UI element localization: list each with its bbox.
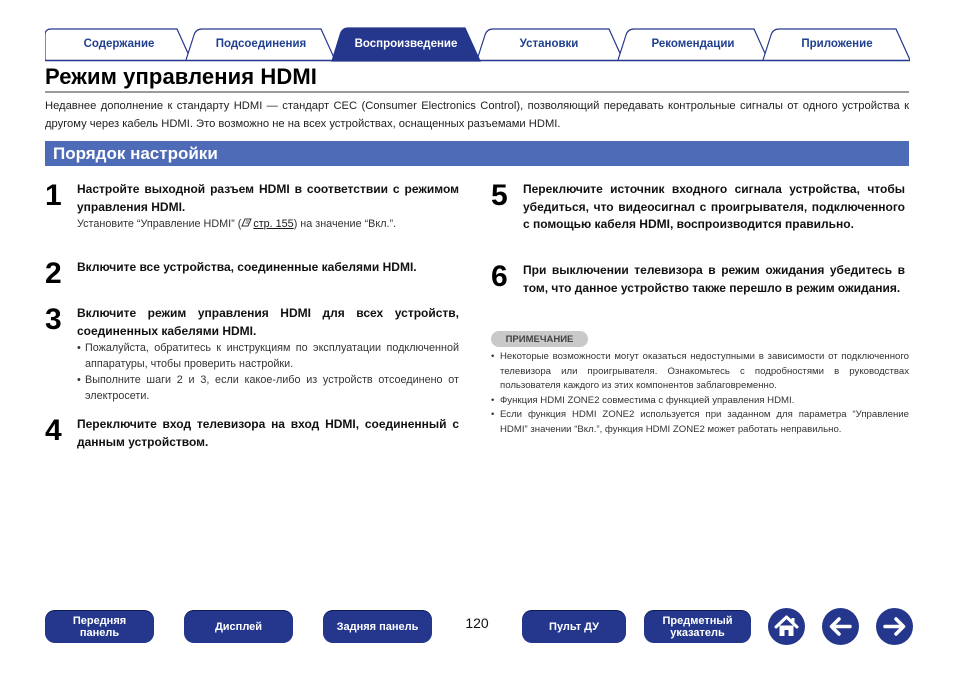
forward-button[interactable] (876, 608, 913, 645)
bullet-dot: • (77, 374, 81, 386)
step-body (77, 181, 459, 232)
step-number: 2 (45, 257, 62, 290)
remote-button[interactable] (522, 610, 626, 643)
bullet-dot: • (491, 394, 495, 406)
home-button[interactable] (768, 608, 805, 645)
page-number: 120 (465, 615, 489, 631)
step-number: 3 (45, 303, 62, 336)
step-detail-suffix: ) на значение “Вкл.”. (293, 218, 397, 230)
display-label: Дисплей (214, 620, 263, 633)
list-item (77, 340, 459, 372)
step-body (523, 181, 905, 234)
back-button[interactable] (822, 608, 859, 645)
tab-tips[interactable]: Рекомендации (651, 38, 735, 50)
page-link[interactable]: стр. 155 (253, 218, 294, 230)
note-badge: ПРИМЕЧАНИЕ (491, 331, 588, 347)
step-instruction: Настройте выходной разъем HDMI в соответствии с режимом управления HDMI. (77, 182, 459, 214)
step-body (77, 259, 459, 277)
front-panel-button[interactable] (45, 610, 154, 643)
note-item (491, 394, 909, 409)
arrow-right-icon (876, 608, 913, 645)
tab-playback[interactable]: Воспроизведение (354, 38, 458, 50)
bullet-dot: • (77, 342, 81, 354)
step-detail-prefix: Установите “Управление HDMI” ( (77, 218, 242, 230)
note-item (491, 350, 909, 394)
tab-connections[interactable]: Подсоединения (215, 38, 307, 50)
tab-appendix[interactable]: Приложение (801, 38, 873, 50)
bullet-text: Выполните шаги 2 и 3, если какое-либо из устройств отсоединено от электросети. (85, 374, 459, 402)
step-number: 4 (45, 414, 62, 447)
note-text: Если функция HDMI ZONE2 используется при заданном для параметра “Управление HDMI” значении “Вкл.”, функция HDMI ZONE2 может работать неправильно. (500, 409, 909, 435)
note-text: Некоторые возможности могут оказаться недоступными в зависимости от подключенного телевизора или проигрывателя. Ознакомьтесь с подробностями в руководствах пользователя каждого из этих компонентов заблаговременно. (500, 351, 909, 392)
bullet-text: Пожалуйста, обратитесь к инструкциям по эксплуатации подключенной аппаратуры, чтобы проверить настройки. (85, 342, 459, 370)
index-button[interactable] (644, 610, 751, 643)
index-label: Предметный указатель (662, 614, 733, 639)
arrow-left-icon (822, 608, 859, 645)
tab-setup[interactable]: Установки (519, 38, 579, 50)
rear-panel-button[interactable] (323, 610, 432, 643)
step-instruction: Переключите источник входного сигнала устройства, чтобы убедиться, что видеосигнал с проигрывателя, подключенного с помощью кабеля HDMI, воспроизводится правильно. (523, 182, 905, 231)
home-icon (768, 608, 805, 645)
note-text: Функция HDMI ZONE2 совместима с функцией управления HDMI. (500, 394, 795, 406)
top-tab-bar (45, 27, 910, 63)
step-instruction: Включите все устройства, соединенные кабелями HDMI. (77, 260, 417, 274)
step-number: 5 (491, 179, 508, 212)
step-instruction: Включите режим управления HDMI для всех устройств, соединенных кабелями HDMI. (77, 306, 459, 338)
section-title: Порядок настройки (53, 144, 218, 163)
rear-panel-label: Задняя панель (336, 620, 419, 633)
intro-paragraph: Недавнее дополнение к стандарту HDMI — стандарт CEC (Consumer Electronics Control), позволяющий передавать контрольные сигналы от одного устройства к другому через кабель HDMI. Это возможно не на всех устройствах, оснащенных разъемами HDMI. (45, 100, 909, 130)
bullet-dot: • (491, 409, 495, 421)
step-body (523, 262, 905, 297)
page-title: Режим управления HDMI (45, 64, 318, 89)
title-divider (45, 91, 909, 93)
page-reference-icon (241, 217, 253, 228)
bullet-dot: • (491, 351, 495, 362)
remote-label: Пульт ДУ (549, 620, 599, 633)
front-panel-label: Передняя панель (72, 614, 127, 639)
display-button[interactable] (184, 610, 293, 643)
note-list (491, 350, 909, 438)
list-item (77, 372, 459, 404)
step-number: 6 (491, 260, 508, 293)
step-body (77, 416, 459, 451)
step-body (77, 305, 459, 404)
step-number: 1 (45, 179, 62, 212)
tab-contents[interactable]: Содержание (83, 38, 155, 50)
step-detail (77, 216, 459, 232)
step-instruction: Переключите вход телевизора на вход HDMI, соединенный с данным устройством. (77, 417, 459, 449)
step-instruction: При выключении телевизора в режим ожидания убедитесь в том, что данное устройство также перешло в режим ожидания. (523, 263, 905, 295)
note-item (491, 408, 909, 437)
